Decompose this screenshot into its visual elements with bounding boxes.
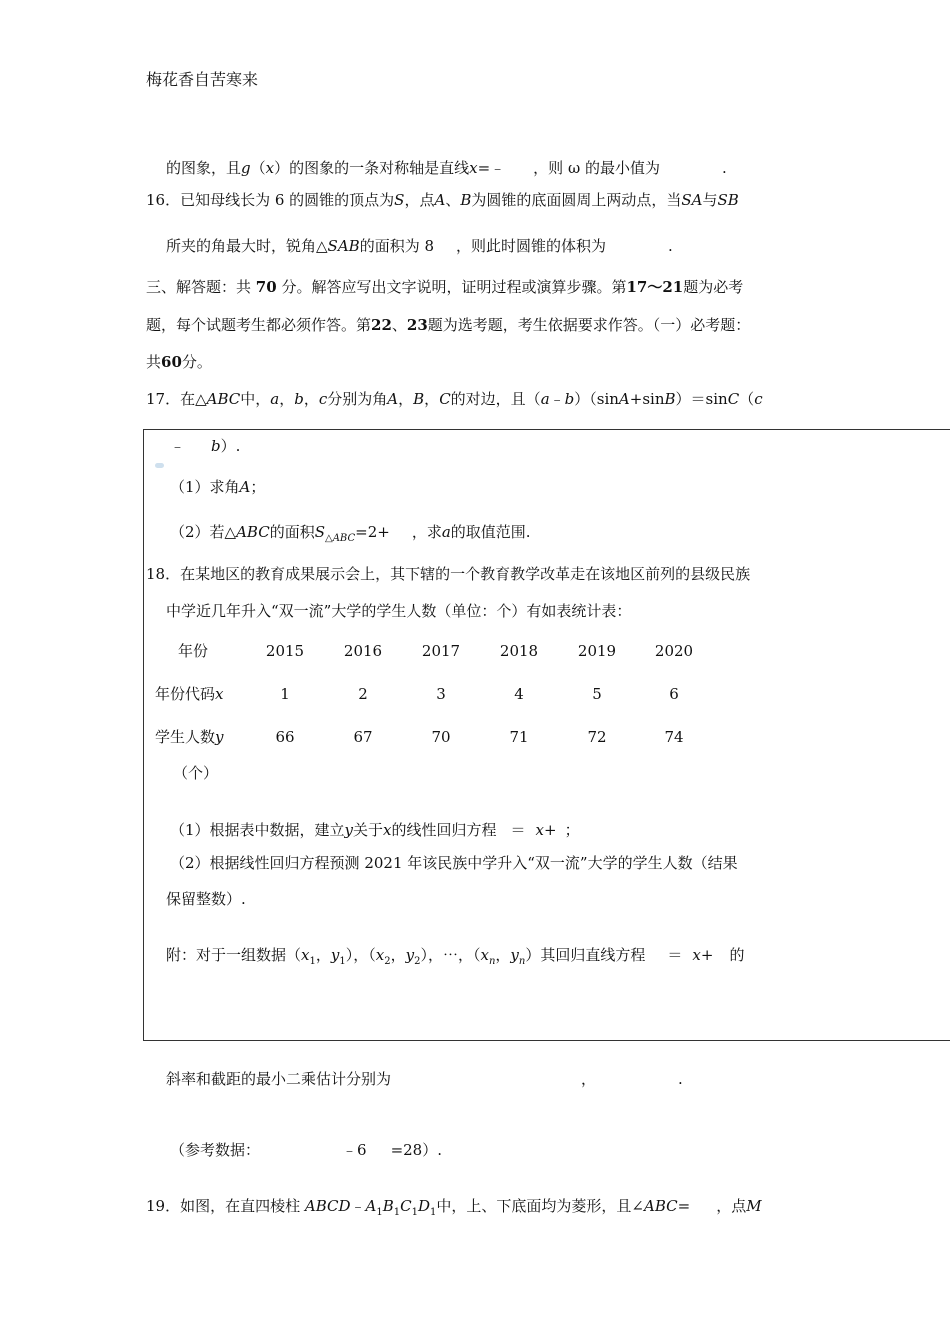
table-row-label-year: 年份 (178, 642, 209, 660)
q18-slope-line: 斜率和截距的最小二乘估计分别为 ， . (166, 1070, 683, 1088)
scan-mark (155, 463, 164, 468)
table-row-unit: （个） (173, 764, 219, 782)
table-cell: 4 (514, 685, 524, 703)
q18-reference-data: （参考数据： ﹣6 =28）. (170, 1141, 442, 1159)
q16-line-1: 16．已知母线长为 6 的圆锥的顶点为S，点A、B为圆锥的底面圆周上两动点，当SA与SB (146, 191, 739, 209)
q19-stem: 19．如图，在直四棱柱 $ABCD﹣A_1B_1C_1D_1$中，上、下底面均为菱形，且∠ABC= ，点M (146, 1197, 762, 1218)
q16-line-2: 所夹的角最大时，锐角△SAB的面积为 8 ，则此时圆锥的体积为 . (166, 237, 673, 255)
section3-line-2: 题，每个试题考生都必须作答。第22、23题为选考题，考生依据要求作答。（一）必考题： (146, 316, 751, 334)
table-cell: 6 (669, 685, 679, 703)
table-row-label-students: 学生人数y (155, 728, 224, 746)
q18-part-2-line-1: （2）根据线性回归方程预测 2021 年该民族中学升入“双一流”大学的学生人数（结果 (170, 854, 738, 872)
q18-part-2-line-2: 保留整数）. (166, 890, 246, 908)
table-cell: 72 (587, 728, 607, 746)
table-cell: 70 (431, 728, 451, 746)
section3-line-3: 共60分。 (146, 353, 212, 371)
table-cell: 5 (592, 685, 602, 703)
table-cell: 66 (275, 728, 295, 746)
q15-tail-line: 的图象，且g（x）的图象的一条对称轴是直线x=﹣ ，则 ω 的最小值为 . (166, 159, 727, 177)
q18-line-1: 18．在某地区的教育成果展示会上，其下辖的一个教育教学改革走在该地区前列的县级民族 (146, 565, 751, 583)
table-cell: 74 (664, 728, 684, 746)
table-cell: 2015 (265, 642, 305, 660)
table-cell: 67 (353, 728, 373, 746)
page-header: 梅花香自苦寒来 (146, 70, 259, 89)
table-cell: 71 (509, 728, 529, 746)
q17-part-1: （1）求角A； (170, 478, 266, 496)
q18-part-1: （1）根据表中数据，建立y关于x的线性回归方程 ＝ x+ ； (170, 821, 580, 839)
q17-stem-cont: ﹣ b）. (170, 437, 241, 455)
q18-line-2: 中学近几年升入“双一流”大学的学生人数（单位：个）有如表统计表： (166, 602, 632, 620)
q17-part-2: （2）若△ABC的面积$S_{\triangle ABC}=2+$ ，求a的取值范围. (170, 523, 531, 544)
table-cell: 2017 (421, 642, 461, 660)
table-cell: 2 (358, 685, 368, 703)
section3-line-1: 三、解答题：共 70 分。解答应写出文字说明，证明过程或演算步骤。第17～21题为必考 (146, 278, 744, 296)
q17-stem: 17．在△ABC中，a，b，c分别为角A，B，C的对边，且（a﹣b）（sinA+sinB）＝sinC（c (146, 390, 763, 408)
q18-appendix: 附：对于一组数据（$x_1$，$y_1$），（$x_2$，$y_2$），⋯，（$x_n$，$y_n$）其回归直线方程 ＝ x+ 的 (166, 946, 745, 967)
table-cell: 2020 (654, 642, 694, 660)
table-cell: 3 (436, 685, 446, 703)
table-cell: 2016 (343, 642, 383, 660)
table-cell: 1 (280, 685, 290, 703)
table-cell: 2018 (499, 642, 539, 660)
table-row-label-code: 年份代码x (155, 685, 224, 703)
table-cell: 2019 (577, 642, 617, 660)
